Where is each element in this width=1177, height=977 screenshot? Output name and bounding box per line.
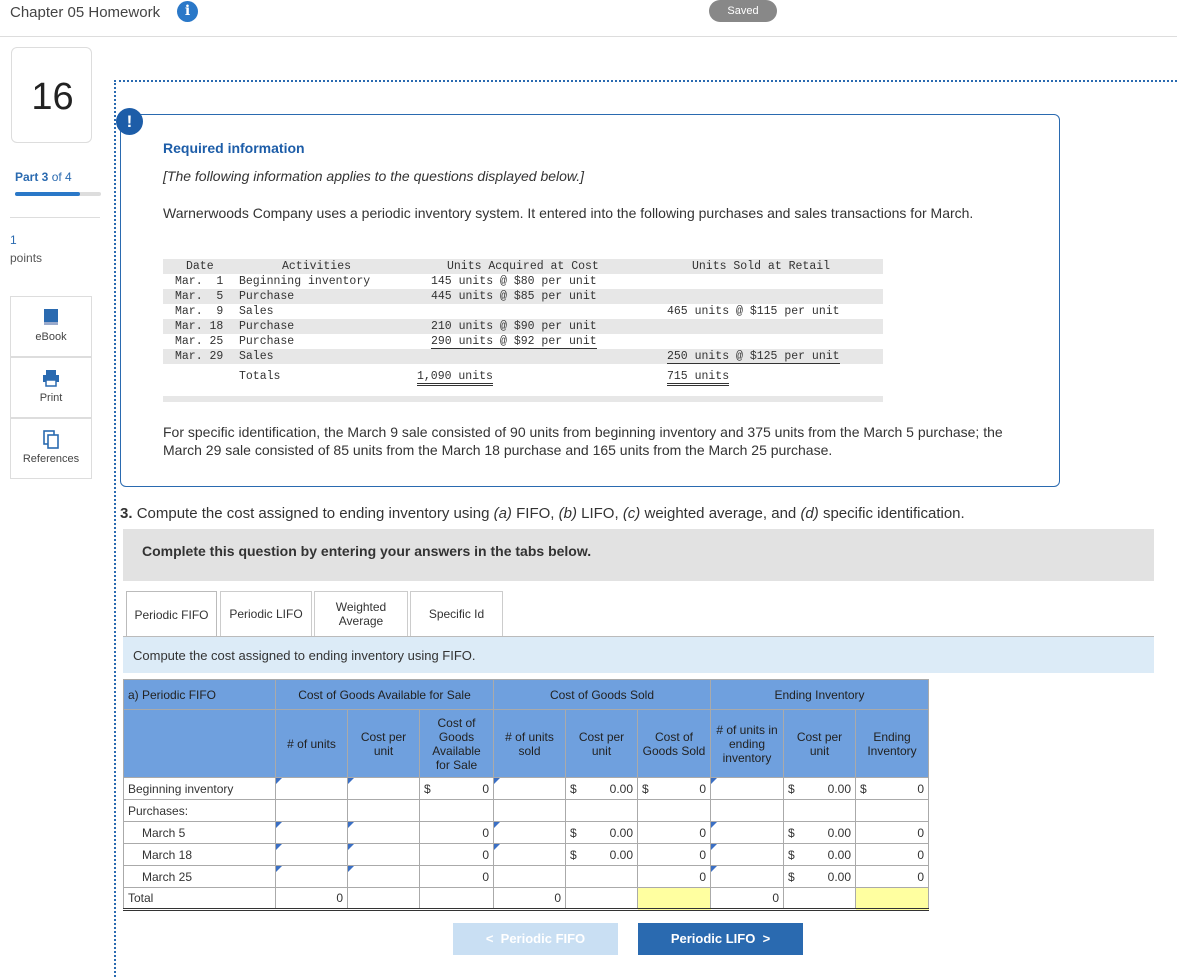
required-title: Required information (163, 140, 305, 156)
empty-cell (348, 800, 420, 822)
table-row (124, 800, 929, 822)
col-activities: Activities (282, 260, 352, 273)
q3-number: 3. (120, 505, 133, 522)
col-date: Date (186, 260, 214, 273)
empty-cell (566, 888, 638, 910)
units-sold-input[interactable] (494, 844, 566, 866)
table-row (124, 866, 929, 888)
part-label: Part 3 (15, 170, 49, 184)
row-activity: Purchase (239, 335, 295, 348)
tab-periodic-lifo[interactable]: Periodic LIFO (220, 591, 312, 636)
part-indicator (15, 170, 72, 184)
cgas-value: 0 (420, 822, 494, 844)
question-number-box[interactable] (11, 47, 92, 143)
row-label: Total (124, 888, 276, 910)
row-label: March 5 (124, 822, 276, 844)
value: 0.00 (609, 781, 633, 796)
next-label: Periodic LIFO (670, 931, 756, 946)
value: 0.00 (827, 847, 851, 862)
cogs-value: 0 (638, 866, 711, 888)
units-input[interactable] (276, 778, 348, 800)
row-activity: Sales (239, 350, 274, 363)
totals-label: Totals (239, 370, 281, 383)
empty-cell (856, 800, 929, 822)
total-units: 0 (276, 888, 348, 910)
points-value: 1 (10, 233, 17, 247)
value: 0.00 (827, 869, 851, 884)
value: 0.00 (827, 825, 851, 840)
col-units-sold: # of units sold (494, 710, 566, 778)
cpu-ending-value (784, 822, 856, 844)
units-input[interactable] (276, 844, 348, 866)
col-ending-inventory: Ending Inventory (856, 710, 929, 778)
units-ending-input[interactable] (711, 822, 784, 844)
col-cogs: Cost of Goods Sold (638, 710, 711, 778)
group-cgas: Cost of Goods Available for Sale (276, 680, 494, 710)
instruction-text: Compute the cost assigned to ending inventory using FIFO. (133, 648, 476, 663)
ebook-label: eBook (35, 331, 67, 343)
value: 0 (482, 781, 489, 796)
row-acquired: 145 units @ $80 per unit (431, 275, 597, 288)
cpu-sold-value (566, 822, 638, 844)
ending-value: 0 (856, 822, 929, 844)
row-label: Beginning inventory (124, 778, 276, 800)
cgas-value (420, 778, 494, 800)
currency: $ (424, 781, 431, 796)
empty-cell (566, 866, 638, 888)
ending-value: 0 (856, 866, 929, 888)
chevron-left-icon: < (485, 931, 494, 946)
cgas-value: 0 (420, 866, 494, 888)
group-cogs: Cost of Goods Sold (494, 680, 711, 710)
references-label: References (22, 453, 80, 465)
content-border-top (114, 80, 1177, 82)
col-cpu: Cost per unit (348, 710, 420, 778)
currency: $ (788, 869, 795, 884)
cpu-sold-value (566, 844, 638, 866)
row-activity: Purchase (239, 320, 295, 333)
currency: $ (570, 825, 577, 840)
prev-label: Periodic FIFO (500, 931, 586, 946)
specific-id-paragraph: For specific identification, the March 9 sale consisted of 90 units from beginning inventory and 375 units from the March 5 purchase; the March 29 sale consisted of 85 units from the March 18 purchase and 165 units from the March 25 purchase. (163, 424, 1003, 458)
q3-part: LIFO, (581, 505, 619, 522)
row-date: Mar. 25 (175, 335, 224, 348)
table-row-total (124, 888, 929, 910)
currency: $ (788, 781, 795, 796)
table-footer-bar (163, 396, 883, 402)
empty-cell (711, 800, 784, 822)
col-cpu-sold: Cost per unit (566, 710, 638, 778)
printer-icon (41, 368, 61, 388)
q3-part: (a) (493, 505, 512, 522)
content-border-left (114, 80, 116, 977)
row-activity: Sales (239, 305, 274, 318)
currency: $ (642, 781, 649, 796)
chevron-right-icon: > (762, 931, 771, 946)
fifo-table (123, 679, 929, 911)
alert-icon: ! (116, 108, 143, 135)
totals-sold: 715 units (667, 370, 729, 386)
cgas-value: 0 (420, 844, 494, 866)
total-ending-inventory (856, 888, 929, 910)
total-cogs (638, 888, 711, 910)
units-sold-input[interactable] (494, 778, 566, 800)
row-sold: 250 units @ $125 per unit (667, 350, 840, 363)
ending-value: 0 (856, 844, 929, 866)
ebook-button[interactable] (10, 296, 92, 357)
header-blank (124, 710, 276, 778)
print-label: Print (39, 392, 63, 404)
units-input[interactable] (276, 822, 348, 844)
empty-cell (276, 800, 348, 822)
units-ending-input[interactable] (711, 866, 784, 888)
units-ending-input[interactable] (711, 844, 784, 866)
row-label: Purchases: (124, 800, 276, 822)
cpu-sold-value (566, 778, 638, 800)
row-label: March 18 (124, 844, 276, 866)
cogs-value: 0 (638, 822, 711, 844)
row-acquired: 290 units @ $92 per unit (431, 335, 597, 348)
tab-periodic-fifo[interactable]: Periodic FIFO (126, 591, 217, 637)
empty-cell (566, 800, 638, 822)
points-label: points (10, 251, 43, 265)
table-corner: a) Periodic FIFO (124, 680, 276, 710)
currency: $ (860, 781, 867, 796)
cpu-input[interactable] (348, 844, 420, 866)
row-date: Mar. 5 (175, 290, 224, 303)
value: 0 (699, 781, 706, 796)
question-3-text (120, 505, 965, 522)
cogs-value (638, 778, 711, 800)
total-ending-units: 0 (711, 888, 784, 910)
q3-part: Compute the cost assigned to ending inventory using (136, 505, 490, 522)
col-cpu-ending: Cost per unit (784, 710, 856, 778)
part-of: of 4 (51, 170, 72, 184)
group-ending: Ending Inventory (711, 680, 929, 710)
currency: $ (788, 847, 795, 862)
row-activity: Purchase (239, 290, 295, 303)
col-sold: Units Sold at Retail (692, 260, 831, 273)
complete-text: Complete this question by entering your answers in the tabs below. (142, 543, 592, 559)
ending-value (856, 778, 929, 800)
col-units: # of units (276, 710, 348, 778)
totals-acquired: 1,090 units (417, 370, 493, 386)
currency: $ (788, 825, 795, 840)
required-paragraph: Warnerwoods Company uses a periodic inventory system. It entered into the following purchases and sales transactions for March. (163, 205, 974, 221)
col-acquired: Units Acquired at Cost (447, 260, 599, 273)
empty-cell (784, 888, 856, 910)
q3-part: (d) (800, 505, 819, 522)
assignment-title: Chapter 05 Homework (10, 4, 161, 21)
empty-cell (638, 800, 711, 822)
value: 0.00 (609, 847, 633, 862)
part-progress-bar (15, 192, 101, 196)
q3-part: (b) (558, 505, 577, 522)
value: 0.00 (827, 781, 851, 796)
cpu-ending-value (784, 844, 856, 866)
book-icon (41, 307, 61, 327)
row-acquired: 210 units @ $90 per unit (431, 320, 597, 333)
cogs-value: 0 (638, 844, 711, 866)
units-sold-input[interactable] (494, 822, 566, 844)
q3-part: (c) (622, 505, 641, 522)
empty-cell (494, 800, 566, 822)
row-date: Mar. 29 (175, 350, 224, 363)
cpu-input[interactable] (348, 778, 420, 800)
saved-badge: Saved (709, 0, 777, 22)
progress-fill (15, 192, 80, 196)
table-row (124, 822, 929, 844)
cpu-ending-value (784, 778, 856, 800)
units-input[interactable] (276, 866, 348, 888)
empty-cell (420, 800, 494, 822)
empty-cell (784, 800, 856, 822)
currency: $ (570, 781, 577, 796)
print-button[interactable] (10, 357, 92, 418)
total-cgas (420, 888, 494, 910)
references-icon (41, 429, 61, 449)
col-cgas: Cost of Goods Available for Sale (420, 710, 494, 778)
row-activity: Beginning inventory (239, 275, 371, 288)
header-bar (0, 0, 1177, 37)
row-acquired: 445 units @ $85 per unit (431, 290, 597, 303)
cpu-input[interactable] (348, 866, 420, 888)
row-date: Mar. 1 (175, 275, 224, 288)
col-units-ending: # of units in ending inventory (711, 710, 784, 778)
tab-specific-id[interactable]: Specific Id (410, 591, 503, 636)
row-date: Mar. 18 (175, 320, 224, 333)
prev-tab-button[interactable] (453, 923, 618, 955)
q3-part: weighted average, and (644, 505, 797, 522)
value: 0.00 (609, 825, 633, 840)
table-row (124, 778, 929, 800)
currency: $ (570, 847, 577, 862)
tab-instruction (123, 637, 1154, 673)
value: 0 (917, 781, 924, 796)
info-icon[interactable]: i (177, 1, 198, 22)
next-tab-button[interactable] (638, 923, 803, 955)
divider (10, 217, 100, 218)
required-subtitle: [The following information applies to the questions displayed below.] (163, 168, 585, 184)
row-label: March 25 (124, 866, 276, 888)
row-date: Mar. 9 (175, 305, 224, 318)
cpu-ending-value (784, 866, 856, 888)
cpu-input[interactable] (348, 822, 420, 844)
units-ending-input[interactable] (711, 778, 784, 800)
empty-cell (494, 866, 566, 888)
references-button[interactable] (10, 418, 92, 479)
complete-instruction-bar (123, 529, 1154, 581)
q3-part: specific identification. (822, 505, 965, 522)
table-row (124, 844, 929, 866)
total-sold: 0 (494, 888, 566, 910)
tab-weighted-average[interactable]: Weighted Average (314, 591, 408, 636)
question-number: 16 (31, 76, 74, 118)
empty-cell (348, 888, 420, 910)
row-sold: 465 units @ $115 per unit (667, 305, 840, 318)
q3-part: FIFO, (516, 505, 555, 522)
